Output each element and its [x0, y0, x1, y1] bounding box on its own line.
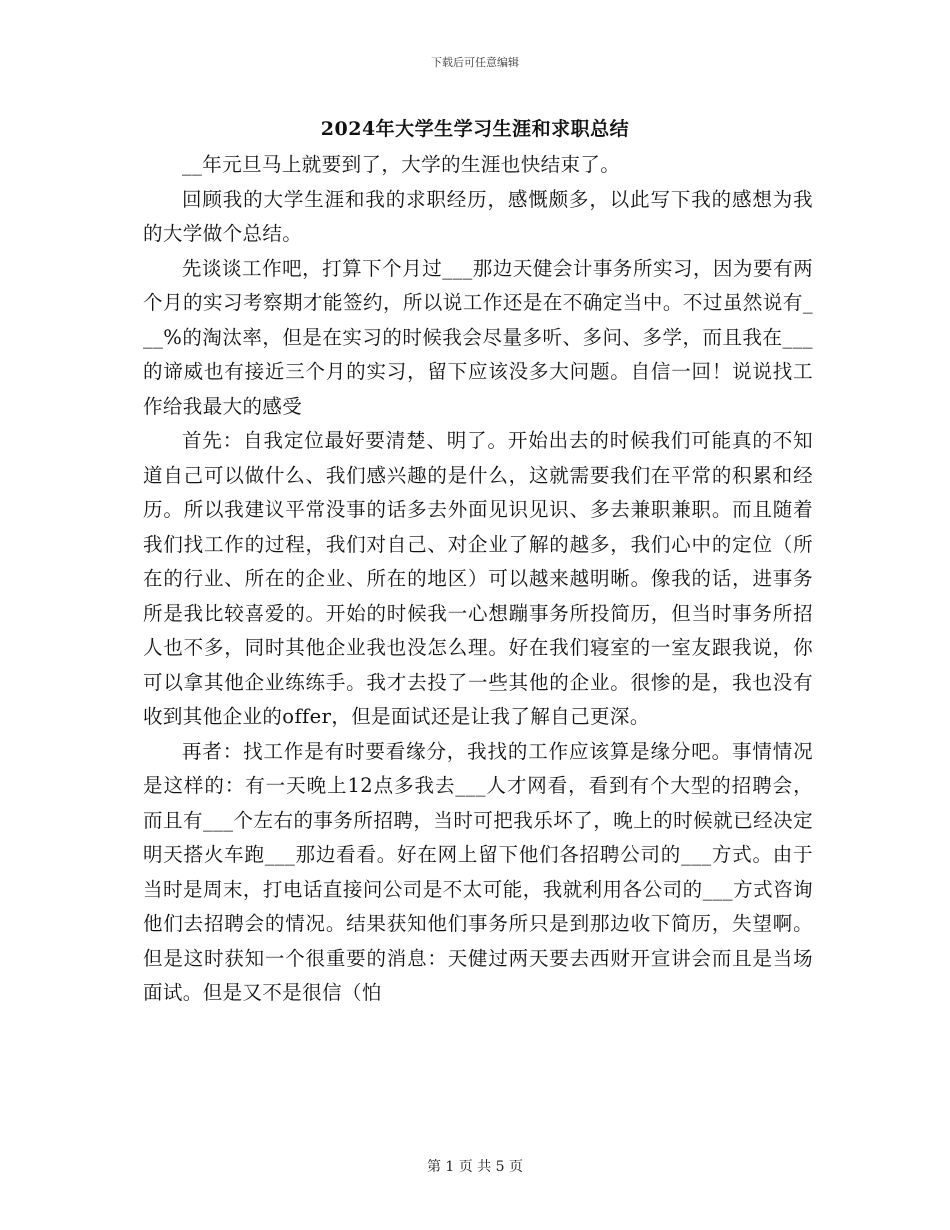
header-note: 下载后可任意编辑: [431, 56, 519, 69]
document-body: [143, 148, 813, 1011]
paragraph-3: 先谈谈工作吧，打算下个月过___那边天健会计事务所实习，因为要有两个月的实习考察期才能签约，所以说工作还是在不确定当中。不过虽然说有___%的淘汰率，但是在实习的时候我会尽量多听、多问、多学，而且我在___的谛威也有接近三个月的实习，留下应该没多大问题。自信一回！说说找工作给我最大的感受: [143, 256, 813, 418]
page-number: 第 1 页 共 5 页: [426, 1159, 524, 1175]
paragraph-2: 回顾我的大学生涯和我的求职经历，感慨颇多，以此写下我的感想为我的大学做个总结。: [143, 187, 813, 245]
paragraph-5: 再者：找工作是有时要看缘分，我找的工作应该算是缘分吧。事情情况是这样的：有一天晚上12点多我去___人才网看，看到有个大型的招聘会，而且有___个左右的事务所招聘，当时可把我乐坏了，晚上的时候就已经决定明天搭火车跑___那边看看。好在网上留下他们各招聘公司的___方式。由于当时是周末，打电话直接问公司是不太可能，我就利用各公司的___方式咨询他们去招聘会的情况。结果获知他们事务所只是到那边收下简历，失望啊。但是这时获知一个很重要的消息：天健过两天要去西财开宣讲会而且是当场面试。但是又不是很信（怕: [143, 739, 813, 1004]
paragraph-4: 首先：自我定位最好要清楚、明了。开始出去的时候我们可能真的不知道自己可以做什么、我们感兴趣的是什么，这就需要我们在平常的积累和经历。所以我建议平常没事的话多去外面见识见识、多去兼职兼职。而且随着我们找工作的过程，我们对自己、对企业了解的越多，我们心中的定位（所在的行业、所在的企业、所在的地区）可以越来越明晰。像我的话，进事务所是我比较喜爱的。开始的时候我一心想蹦事务所投简历，但当时事务所招人也不多，同时其他企业我也没怎么理。好在我们寝室的一室友跟我说，你可以拿其他企业练练手。我才去投了一些其他的企业。很惨的是，我也没有收到其他企业的offer，但是面试还是让我了解自己更深。: [143, 429, 813, 728]
paragraph-1: __年元旦马上就要到了，大学的生涯也快结束了。: [182, 153, 621, 176]
document-title: 2024年大学生学习生涯和求职总结: [320, 118, 630, 140]
